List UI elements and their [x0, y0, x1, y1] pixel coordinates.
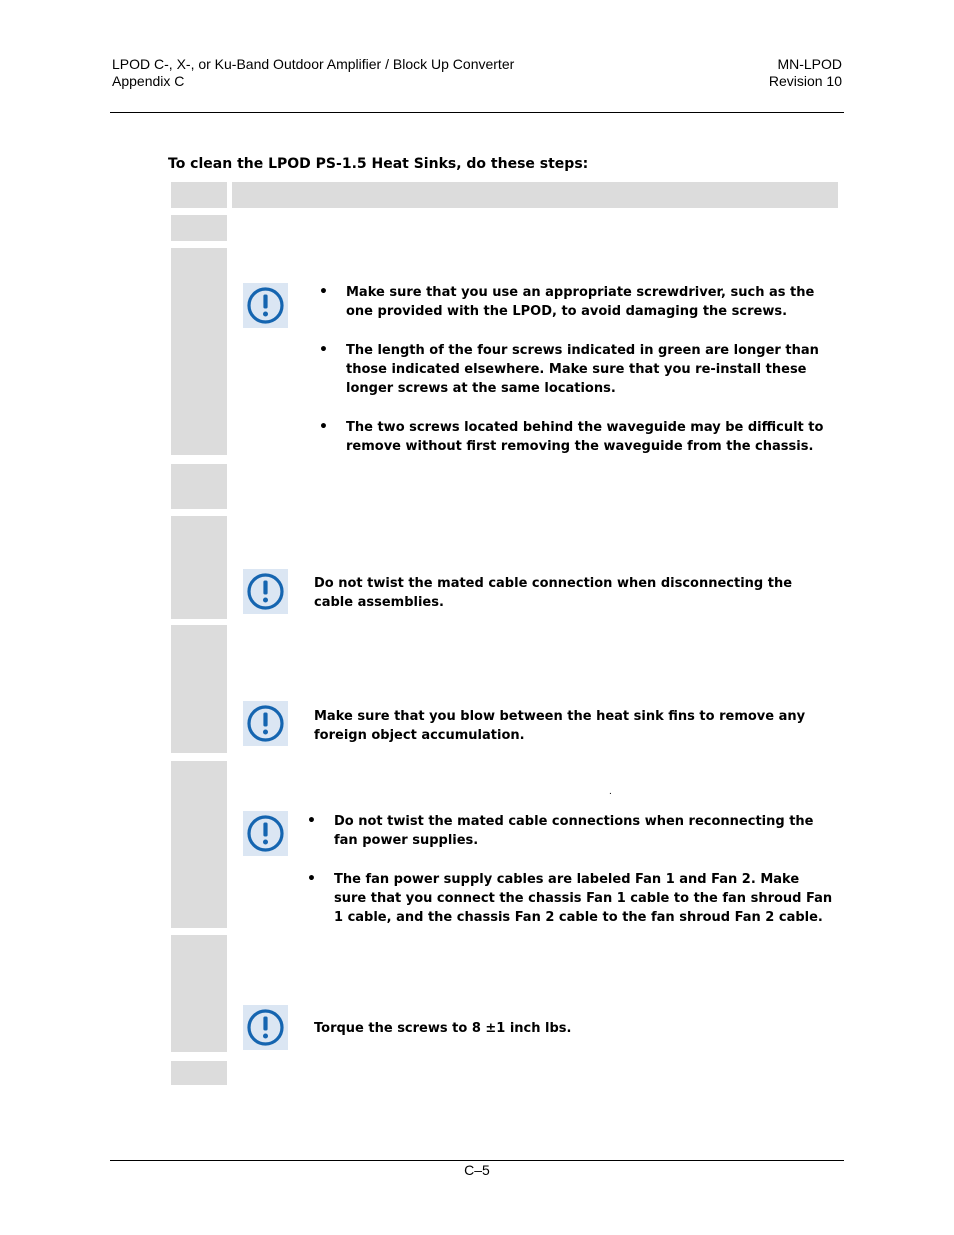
- procedure-title: To clean the LPOD PS-1.5 Heat Sinks, do these steps:: [168, 156, 589, 172]
- document-title: LPOD C-, X-, or Ku-Band Outdoor Amplifier / Block Up Converter: [112, 56, 515, 72]
- appendix-label: Appendix C: [112, 73, 185, 89]
- caution-icon: [243, 811, 288, 856]
- step-cell-7: [171, 935, 227, 1052]
- header-rule: [110, 112, 844, 113]
- stray-period: .: [609, 786, 612, 797]
- step6-note-list: [334, 812, 834, 927]
- caution-icon: [243, 701, 288, 746]
- step4-note: Do not twist the mated cable connection when disconnecting the cable assemblies.: [314, 576, 793, 610]
- step-cell-6: [171, 761, 227, 928]
- step2-note-list: [346, 283, 831, 456]
- page-number: C–5: [464, 1162, 490, 1178]
- list-item: • Do not twist the mated cable connections when reconnecting the fan power supplies.: [334, 812, 834, 850]
- step7-note: Torque the screws to 8 ±1 inch lbs.: [314, 1021, 572, 1036]
- list-item: • The two screws located behind the waveguide may be difficult to remove without first removing the waveguide from the chassis.: [346, 418, 831, 456]
- list-item: • The fan power supply cables are labeled Fan 1 and Fan 2. Make sure that you connect the chassis Fan 1 cable to the fan shroud Fan 1 cable, and the chassis Fan 2 cable to the fan shroud Fan 2 cable.: [334, 870, 834, 927]
- list-item: • The length of the four screws indicated in green are longer than those indicated elsewhere. Make sure that you re-install these longer screws at the same locations.: [346, 341, 831, 398]
- running-header-left: [112, 56, 514, 90]
- table-header-task-cell: [232, 182, 838, 208]
- step-cell-3: [171, 464, 227, 509]
- step-cell-2: [171, 248, 227, 455]
- step-cell-1: [171, 215, 227, 241]
- step-cell-5: [171, 625, 227, 753]
- revision-label: Revision 10: [768, 73, 842, 89]
- running-header-right: [769, 56, 842, 90]
- step5-note: Make sure that you blow between the heat sink fins to remove any foreign object accumulation.: [314, 709, 806, 743]
- table-header-step-cell: [171, 182, 227, 208]
- caution-icon: [243, 569, 288, 614]
- document-id: MN-LPOD: [777, 56, 842, 72]
- footer-rule: [110, 1160, 844, 1161]
- caution-icon: [243, 283, 288, 328]
- list-item: • Make sure that you use an appropriate screwdriver, such as the one provided with the LPOD, to avoid damaging the screws.: [346, 283, 831, 321]
- step-cell-8: [171, 1061, 227, 1085]
- caution-icon: [243, 1005, 288, 1050]
- step-cell-4: [171, 516, 227, 619]
